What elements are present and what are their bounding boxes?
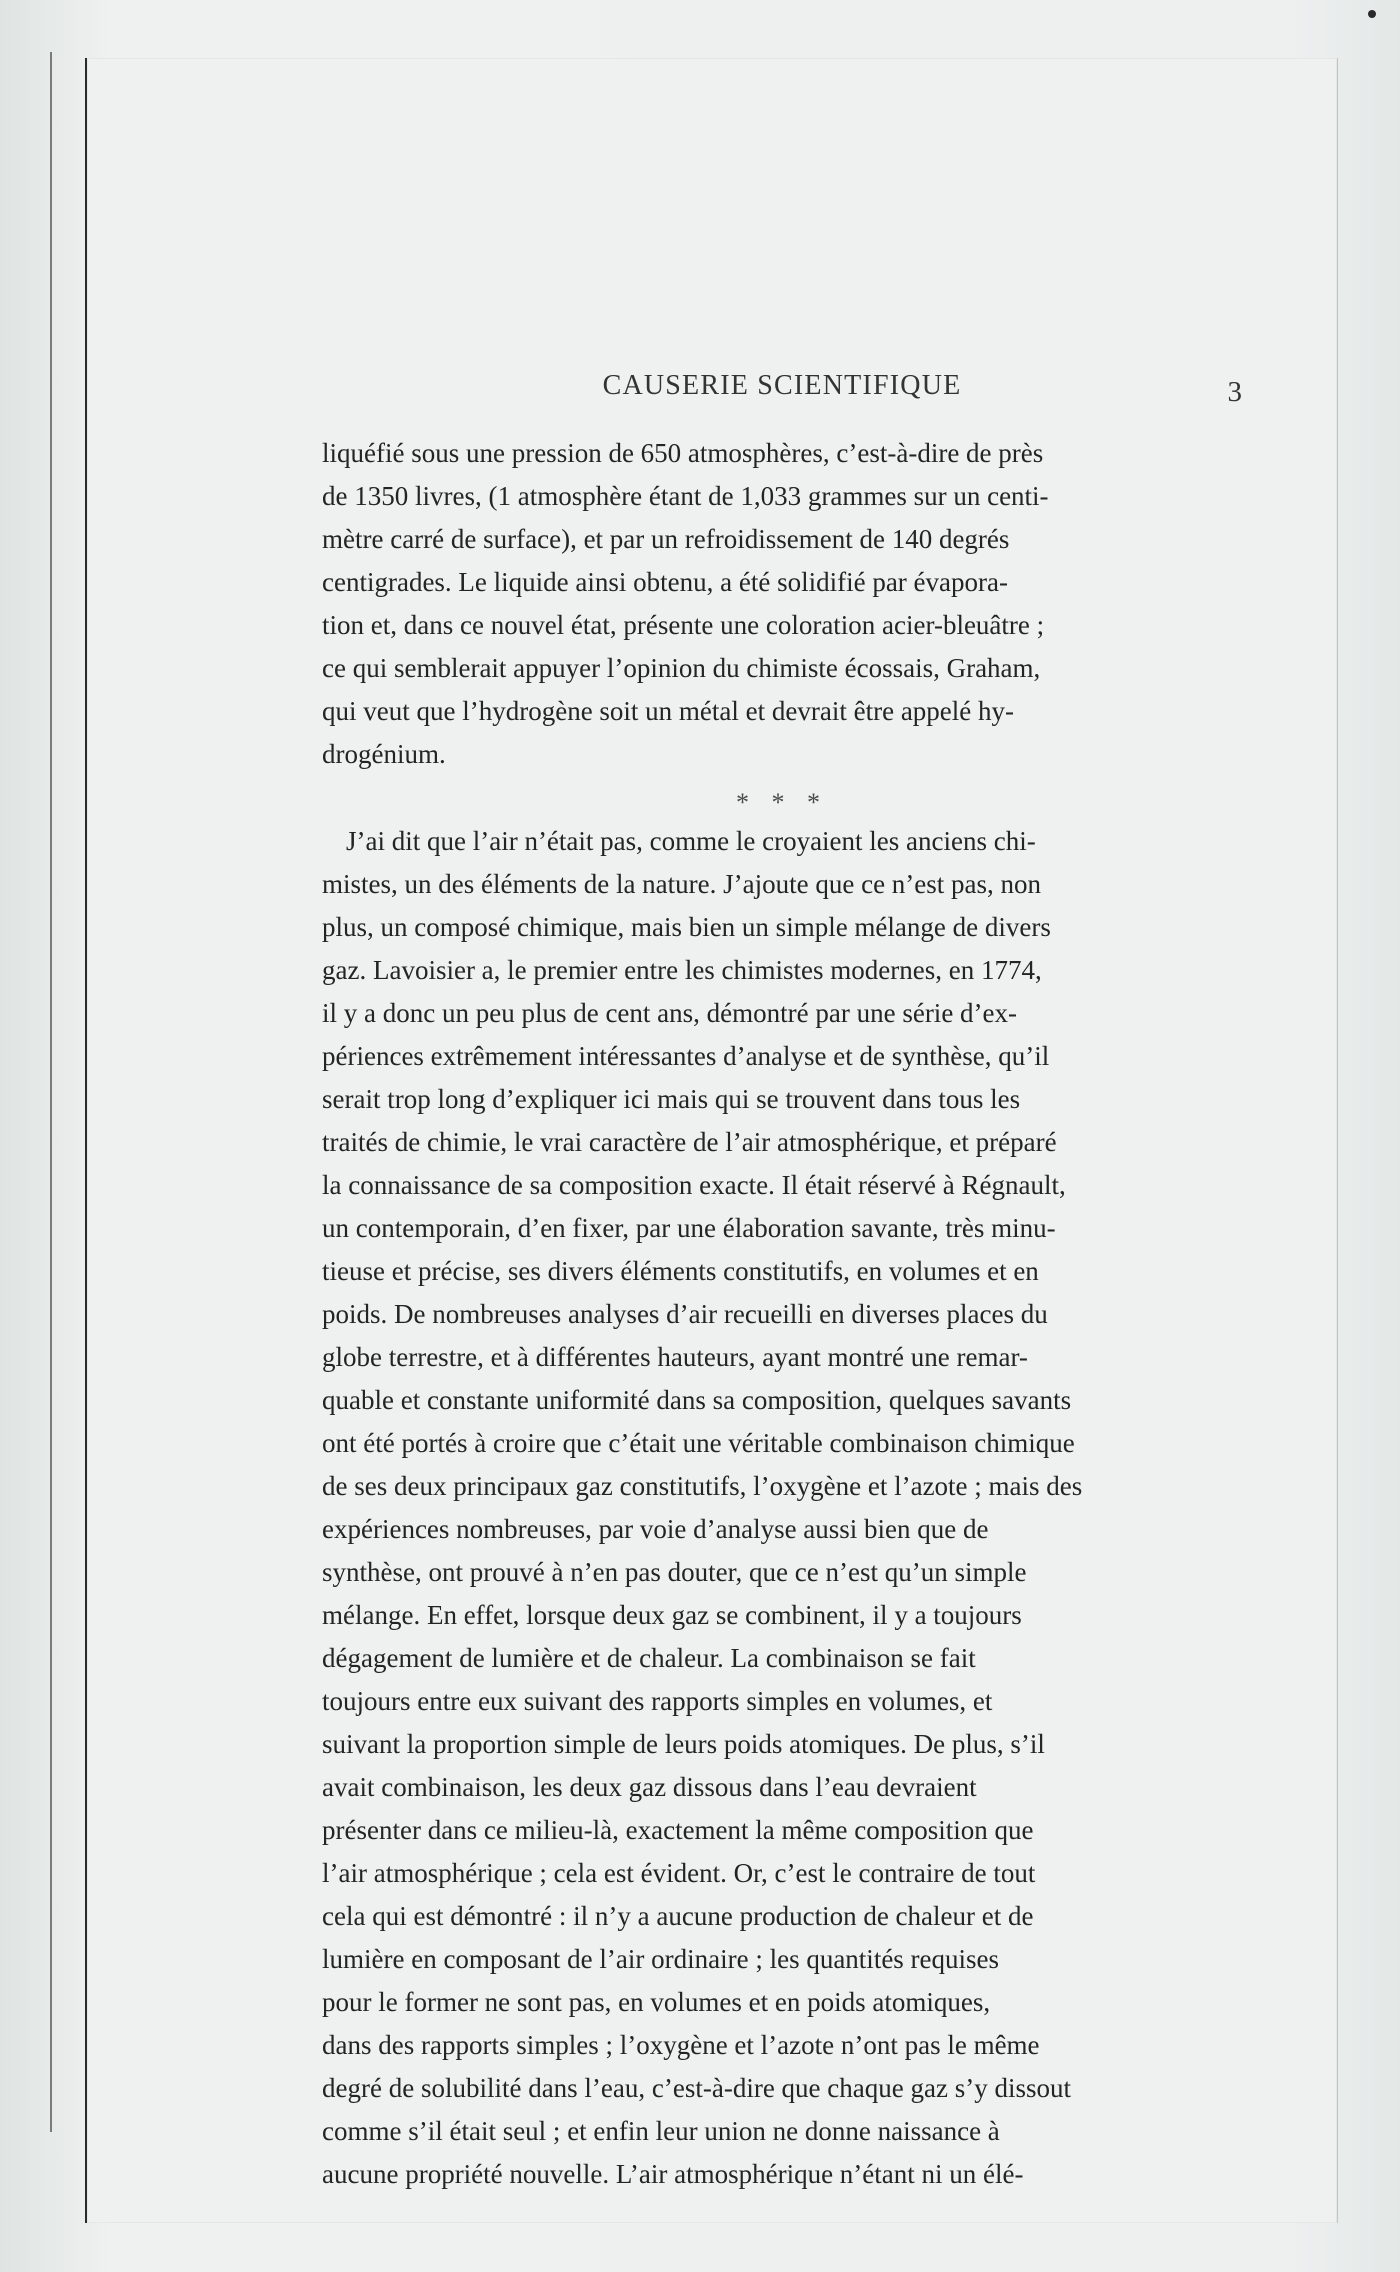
text-line: mistes, un des éléments de la nature. J’ajoute que ce n’est pas, non [322,869,1042,899]
text-line: tion et, dans ce nouvel état, présente une coloration acier-bleuâtre ; [322,610,1045,640]
text-line: la connaissance de sa composition exacte. Il était réservé à Régnault, [322,1170,1066,1200]
book-gutter-edge [10,52,52,2132]
text-line: il y a donc un peu plus de cent ans, démontré par une série d’ex- [322,998,1018,1028]
text-line: ce qui semblerait appuyer l’opinion du chimiste écossais, Graham, [322,653,1041,683]
text-line: quable et constante uniformité dans sa composition, quelques savants [322,1385,1072,1415]
text-line: expériences nombreuses, par voie d’analyse aussi bien que de [322,1514,989,1544]
text-line: poids. De nombreuses analyses d’air recueilli en diverses places du [322,1299,1048,1329]
text-line: drogénium. [322,739,446,769]
text-line: J’ai dit que l’air n’était pas, comme le croyaient les anciens chi- [346,826,1036,856]
page-number: 3 [1227,376,1242,408]
paragraph-air-composition [322,820,1242,2196]
text-line: lumière en composant de l’air ordinaire ; les quantités requises [322,1944,1000,1974]
text-line: degré de solubilité dans l’eau, c’est-à-dire que chaque gaz s’y dissout [322,2073,1071,2103]
running-head [322,370,1242,414]
text-line: traités de chimie, le vrai caractère de l’air atmosphérique, et préparé [322,1127,1057,1157]
text-line: de ses deux principaux gaz constitutifs, l’oxygène et l’azote ; mais des [322,1471,1083,1501]
paragraph-hydrogen [322,432,1242,776]
text-line: de 1350 livres, (1 atmosphère étant de 1,033 grammes sur un centi- [322,481,1049,511]
section-separator: * * * [736,788,828,817]
text-line: un contemporain, d’en fixer, par une élaboration savante, très minu- [322,1213,1056,1243]
text-line: toujours entre eux suivant des rapports simples en volumes, et [322,1686,993,1716]
text-line: synthèse, ont prouvé à n’en pas douter, que ce n’est qu’un simple [322,1557,1027,1587]
running-head-title: CAUSERIE SCIENTIFIQUE [602,370,962,401]
text-line: centigrades. Le liquide ainsi obtenu, a été solidifié par évapora- [322,567,1008,597]
text-line: pour le former ne sont pas, en volumes et en poids atomiques, [322,1987,991,2017]
text-line: ont été portés à croire que c’était une véritable combinaison chimique [322,1428,1075,1458]
text-line: périences extrêmement intéressantes d’analyse et de synthèse, qu’il [322,1041,1050,1071]
text-line: suivant la proportion simple de leurs poids atomiques. De plus, s’il [322,1729,1045,1759]
text-line: mètre carré de surface), et par un refroidissement de 140 degrés [322,524,1010,554]
book-page [85,58,1338,2223]
text-line: dégagement de lumière et de chaleur. La combinaison se fait [322,1643,976,1673]
text-line: dans des rapports simples ; l’oxygène et l’azote n’ont pas le même [322,2030,1040,2060]
text-line: globe terrestre, et à différentes hauteurs, ayant montré une remar- [322,1342,1028,1372]
text-line: qui veut que l’hydrogène soit un métal et devrait être appelé hy- [322,696,1015,726]
text-line: plus, un composé chimique, mais bien un simple mélange de divers [322,912,1051,942]
text-line: l’air atmosphérique ; cela est évident. Or, c’est le contraire de tout [322,1858,1036,1888]
text-line: cela qui est démontré : il n’y a aucune production de chaleur et de [322,1901,1034,1931]
text-line: liquéfié sous une pression de 650 atmosphères, c’est-à-dire de près [322,438,1044,468]
page-content [322,370,1242,2196]
text-line: avait combinaison, les deux gaz dissous dans l’eau devraient [322,1772,977,1802]
text-line: tieuse et précise, ses divers éléments constitutifs, en volumes et en [322,1256,1039,1286]
text-line: aucune propriété nouvelle. L’air atmosphérique n’étant ni un élé- [322,2159,1024,2189]
text-line: présenter dans ce milieu-là, exactement la même composition que [322,1815,1034,1845]
scan-speck [1368,10,1376,18]
text-line: serait trop long d’expliquer ici mais qui se trouvent dans tous les [322,1084,1021,1114]
text-line: gaz. Lavoisier a, le premier entre les chimistes modernes, en 1774, [322,955,1042,985]
text-line: mélange. En effet, lorsque deux gaz se combinent, il y a toujours [322,1600,1022,1630]
text-line: comme s’il était seul ; et enfin leur union ne donne naissance à [322,2116,1000,2146]
